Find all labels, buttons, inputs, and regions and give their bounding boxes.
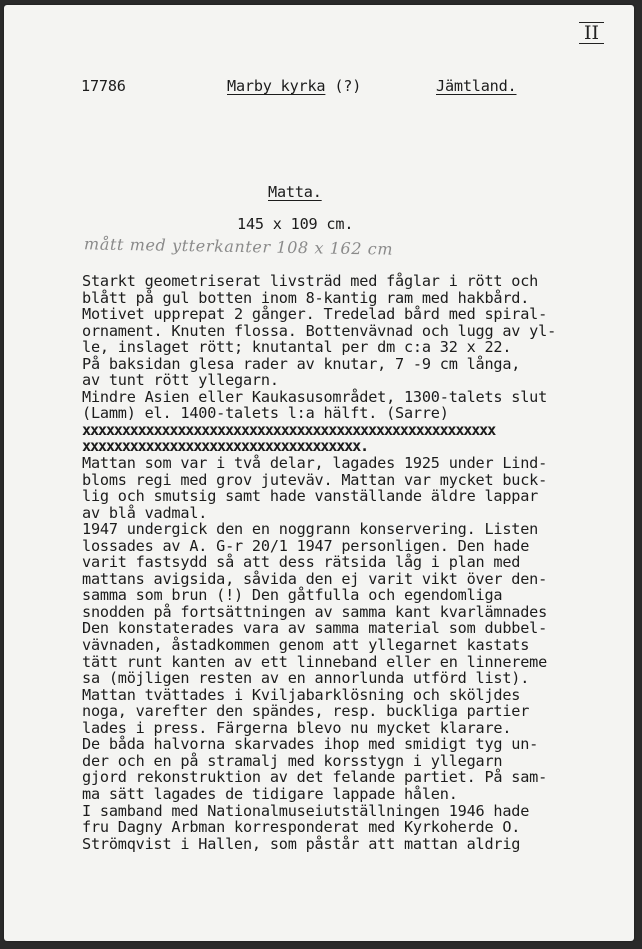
body-line: De båda halvorna skarvades ihop med smidigt tyg un- bbox=[82, 735, 539, 754]
body-line: Den konstaterades vara av samma material som dubbel- bbox=[82, 619, 548, 638]
church-name: Marby kyrka bbox=[227, 77, 326, 95]
body-line: Strömqvist i Hallen, som påstår att mattan aldrig bbox=[82, 834, 521, 853]
body-line: bloms regi med grov juteväv. Mattan var mycket buck- bbox=[82, 470, 548, 489]
object-heading: Matta. bbox=[268, 183, 322, 201]
body-line: lig och smutsig samt hade vanställande äldre lappar bbox=[82, 487, 539, 506]
sheet-number: II bbox=[579, 22, 604, 44]
handwritten-note: mått med ytterkanter 108 x 162 cm bbox=[83, 234, 394, 259]
church-title bbox=[227, 77, 361, 95]
crossed-out-line: xxxxxxxxxxxxxxxxxxxxxxxxxxxxxxxxxxxxxxxxxxxxxxxxxxxx bbox=[82, 420, 496, 439]
body-line: mattans avigsida, såvida den ej varit vikt över den- bbox=[82, 569, 548, 588]
body-line: På baksidan glesa rader av knutar, 7 -9 cm långa, bbox=[82, 354, 521, 373]
body-line: ornament. Knuten flossa. Bottenvävnad och lugg av yl- bbox=[82, 321, 557, 340]
body-line: Mattan tvättades i Kviljabarklösning och sköljdes bbox=[82, 685, 521, 704]
body-line: 1947 undergick den en noggrann konservering. Listen bbox=[82, 520, 539, 539]
body-line: I samband med Nationalmuseiutställningen 1946 hade bbox=[82, 801, 530, 820]
body-line: snodden på fortsättningen av samma kant kvarlämnades bbox=[82, 602, 548, 621]
description-body bbox=[82, 273, 556, 852]
document-card bbox=[4, 5, 634, 941]
body-line: fru Dagny Arbman korresponderat med Kyrkoherde O. bbox=[82, 818, 521, 837]
body-line: lades i press. Färgerna blevo nu mycket klarare. bbox=[82, 718, 512, 737]
title-qualifier: (?) bbox=[334, 77, 362, 95]
body-line: blått på gul botten inom 8-kantig ram med hakbård. bbox=[82, 288, 530, 307]
region: Jämtland. bbox=[436, 77, 517, 95]
body-line: vävnaden, åstadkommen genom att yllegarnet kastats bbox=[82, 636, 530, 655]
body-line: ma sätt lagades de tidigare lappade hålen. bbox=[82, 784, 458, 803]
catalog-number: 17786 bbox=[81, 77, 126, 95]
body-line: Motivet upprepat 2 gånger. Tredelad bård med spiral- bbox=[82, 305, 548, 324]
body-line: noga, varefter den spändes, resp. buckliga partier bbox=[82, 702, 530, 721]
body-line: av tunt rött yllegarn. bbox=[82, 371, 279, 390]
body-line: gjord rekonstruktion av det felande partiet. På sam- bbox=[82, 768, 548, 787]
body-line: lossades av A. G-r 20/1 1947 personligen. Den hade bbox=[82, 536, 530, 555]
body-line: der och en på stramalj med korsstygn i yllegarn bbox=[82, 751, 503, 770]
body-line: Mattan som var i två delar, lagades 1925 under Lind- bbox=[82, 454, 548, 473]
body-line: samma som brun (!) Den gåtfulla och egendomliga bbox=[82, 586, 503, 605]
body-line: av blå vadmal. bbox=[82, 503, 208, 522]
body-line: tätt runt kanten av ett linneband eller en linnereme bbox=[82, 652, 548, 671]
body-line: (Lamm) el. 1400-talets l:a hälft. (Sarre) bbox=[82, 404, 449, 423]
body-line: varit fastsydd så att dess rätsida låg i plan med bbox=[82, 553, 521, 572]
body-line: sa (möjligen resten av en annorlunda utförd list). bbox=[82, 669, 530, 688]
body-line: Starkt geometriserat livsträd med fåglar i rött och bbox=[82, 272, 539, 290]
body-line: le, inslaget rött; knutantal per dm c:a 32 x 22. bbox=[82, 338, 512, 357]
crossed-out-line: xxxxxxxxxxxxxxxxxxxxxxxxxxxxxxxxxxx. bbox=[82, 437, 368, 456]
object-size: 145 x 109 cm. bbox=[237, 215, 354, 233]
body-line: Mindre Asien eller Kaukasusområdet, 1300-talets slut bbox=[82, 387, 548, 406]
